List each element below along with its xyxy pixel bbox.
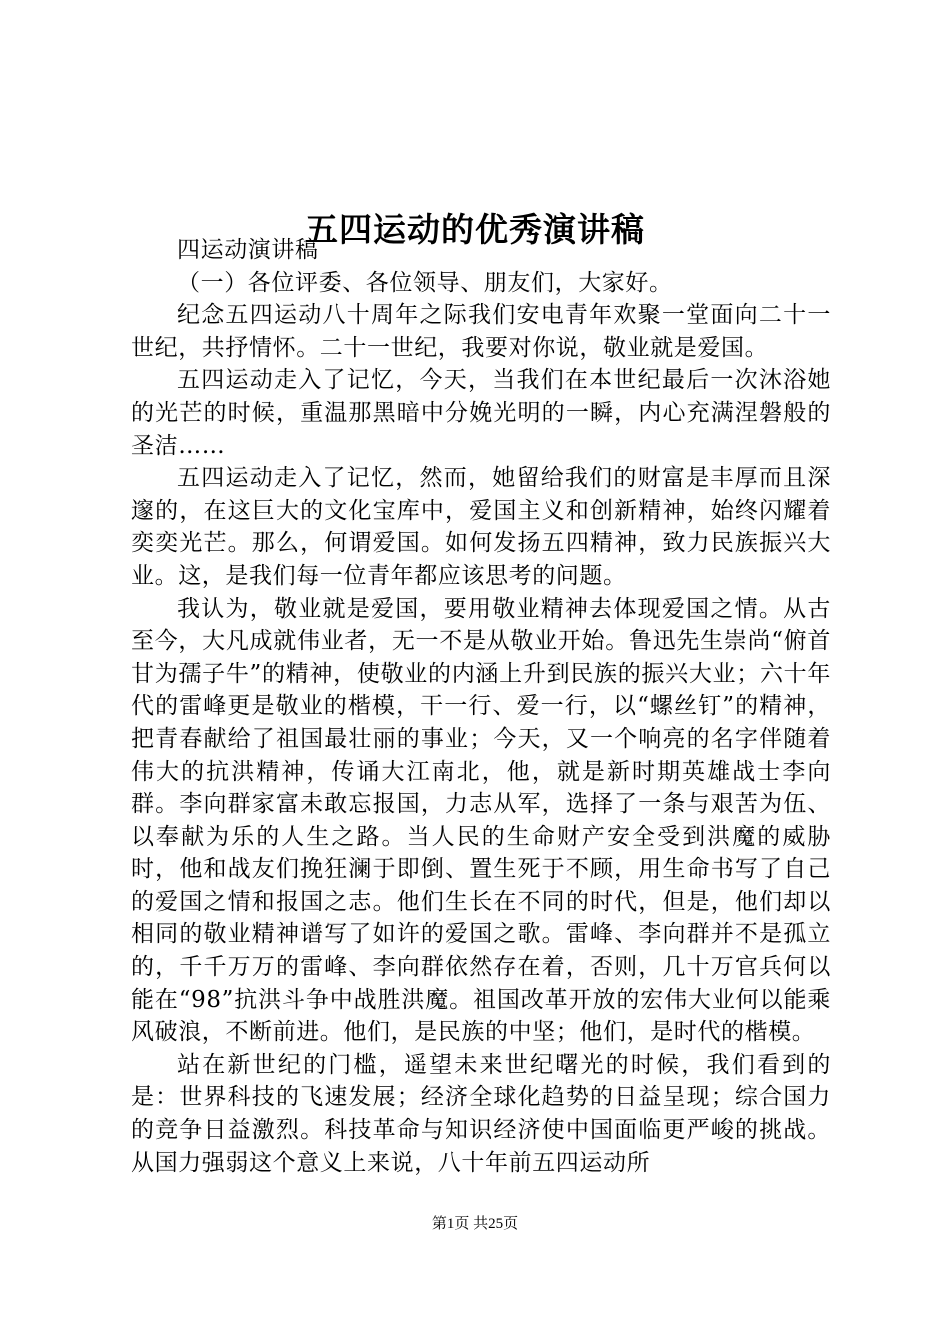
paragraph: 站在新世纪的门槛，遥望未来世纪曙光的时候，我们看到的是：世界科技的飞速发展；经济全球化趋势的日益呈现；综合国力的竞争日益激烈。科技革命与知识经济使中国面临更严峻的挑战。从国力强弱这个意义上来说，八十年前五四运动所	[131, 1051, 831, 1176]
document-title: 五四运动的优秀演讲稿	[305, 210, 645, 250]
document-body	[131, 234, 831, 1179]
paragraph-greeting: （一）各位评委、各位领导、朋友们，大家好。	[177, 269, 673, 296]
paragraph-subtitle: 四运动演讲稿	[177, 237, 319, 263]
paragraph: 五四运动走入了记忆，今天，当我们在本世纪最后一次沐浴她的光芒的时候，重温那黑暗中分娩光明的一瞬，内心充满涅磐般的圣洁……	[131, 367, 831, 459]
paragraph: 纪念五四运动八十周年之际我们安电青年欢聚一堂面向二十一世纪，共抒情怀。二十一世纪，我要对你说，敬业就是爱国。	[131, 302, 831, 361]
paragraph: 我认为，敬业就是爱国，要用敬业精神去体现爱国之情。从古至今，大凡成就伟业者，无一不是从敬业开始。鲁迅先生崇尚“俯首甘为孺子牛”的精神，使敬业的内涵上升到民族的振兴大业；六十年代的雷峰更是敬业的楷模，干一行、爱一行，以“螺丝钉”的精神，把青春献给了祖国最壮丽的事业；今天，又一个响亮的名字伴随着伟大的抗洪精神，传诵大江南北，他，就是新时期英雄战士李向群。李向群家富未敢忘报国，力志从军，选择了一条与艰苦为伍、以奉献为乐的人生之路。当人民的生命财产安全受到洪魔的威胁时，他和战友们挽狂澜于即倒、置生死于不顾，用生命书写了自己的爱国之情和报国之志。他们生长在不同的时代，但是，他们却以相同的敬业精神谱写了如许的爱国之歌。雷峰、李向群并不是孤立的，千千万万的雷峰、李向群依然存在着，否则，几十万官兵何以能在“98”抗洪斗争中战胜洪魔。祖国改革开放的宏伟大业何以能乘风破浪，不断前进。他们，是民族的中坚；他们，是时代的楷模。	[131, 595, 831, 1046]
paragraph: 五四运动走入了记忆，然而，她留给我们的财富是丰厚而且深邃的，在这巨大的文化宝库中，爱国主义和创新精神，始终闪耀着奕奕光芒。那么，何谓爱国。如何发扬五四精神，致力民族振兴大业。这，是我们每一位青年都应该思考的问题。	[131, 465, 831, 589]
page-number-footer: 第1页 共25页	[431, 1216, 519, 1232]
